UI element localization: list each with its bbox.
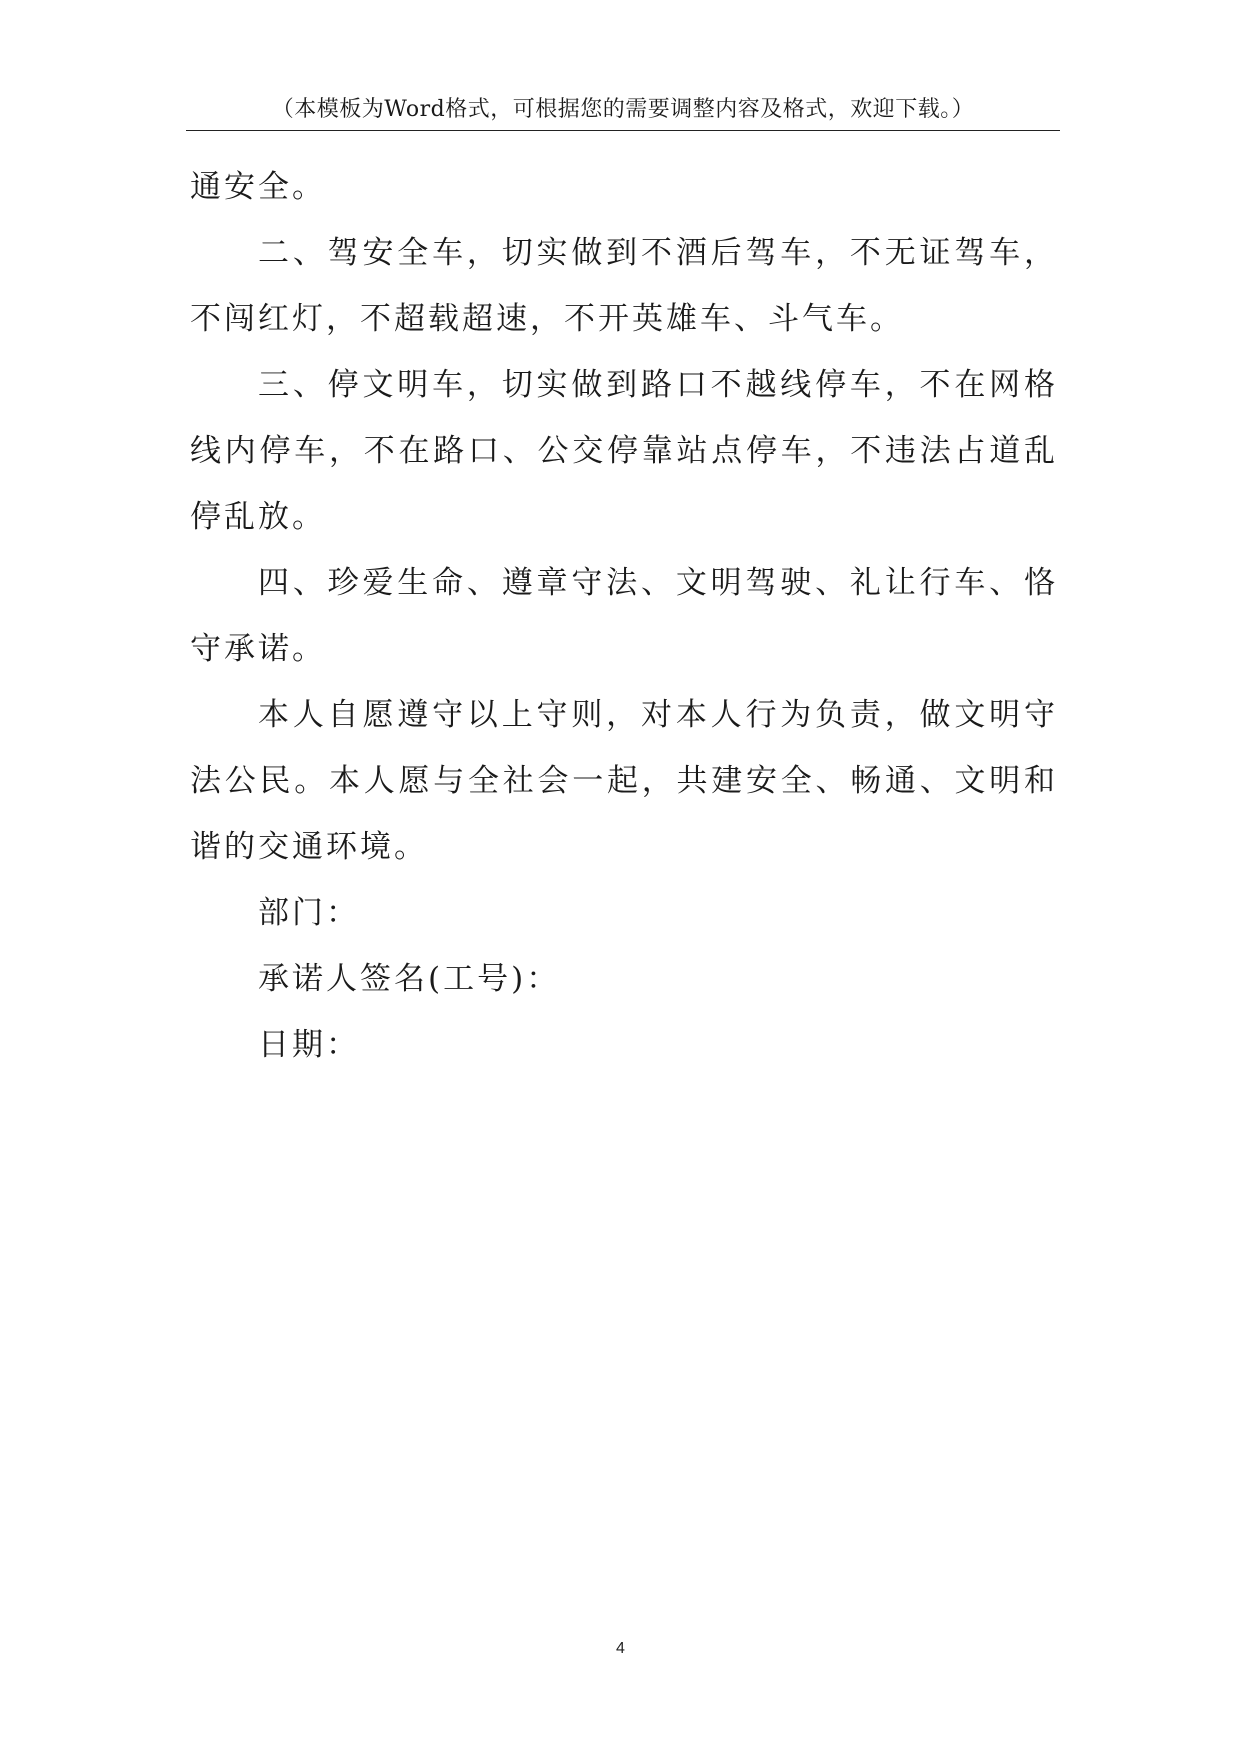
signer-label: 承诺人签名(工号)： xyxy=(258,961,561,997)
paragraph-continuation: 通安全。 xyxy=(190,169,326,205)
header-note: （本模板为Word格式，可根据您的需要调整内容及格式，欢迎下载。） xyxy=(271,97,975,122)
paragraph-item-2: 二、驾安全车，切实做到不酒后驾车，不无证驾车，不闯红灯，不超载超速，不开英雄车、斗气车。 xyxy=(190,235,1058,337)
page-number: 4 xyxy=(616,1640,625,1657)
date-label: 日期： xyxy=(258,1027,360,1063)
department-label: 部门： xyxy=(258,895,360,931)
document-body xyxy=(190,154,1058,1078)
page-header xyxy=(186,90,1060,131)
paragraph-item-4: 四、珍爱生命、遵章守法、文明驾驶、礼让行车、恪守承诺。 xyxy=(190,565,1058,667)
paragraph-pledge: 本人自愿遵守以上守则，对本人行为负责，做文明守法公民。本人愿与全社会一起，共建安全、畅通、文明和谐的交通环境。 xyxy=(190,697,1058,865)
paragraph-item-3: 三、停文明车，切实做到路口不越线停车，不在网格线内停车，不在路口、公交停靠站点停车，不违法占道乱停乱放。 xyxy=(190,367,1058,535)
